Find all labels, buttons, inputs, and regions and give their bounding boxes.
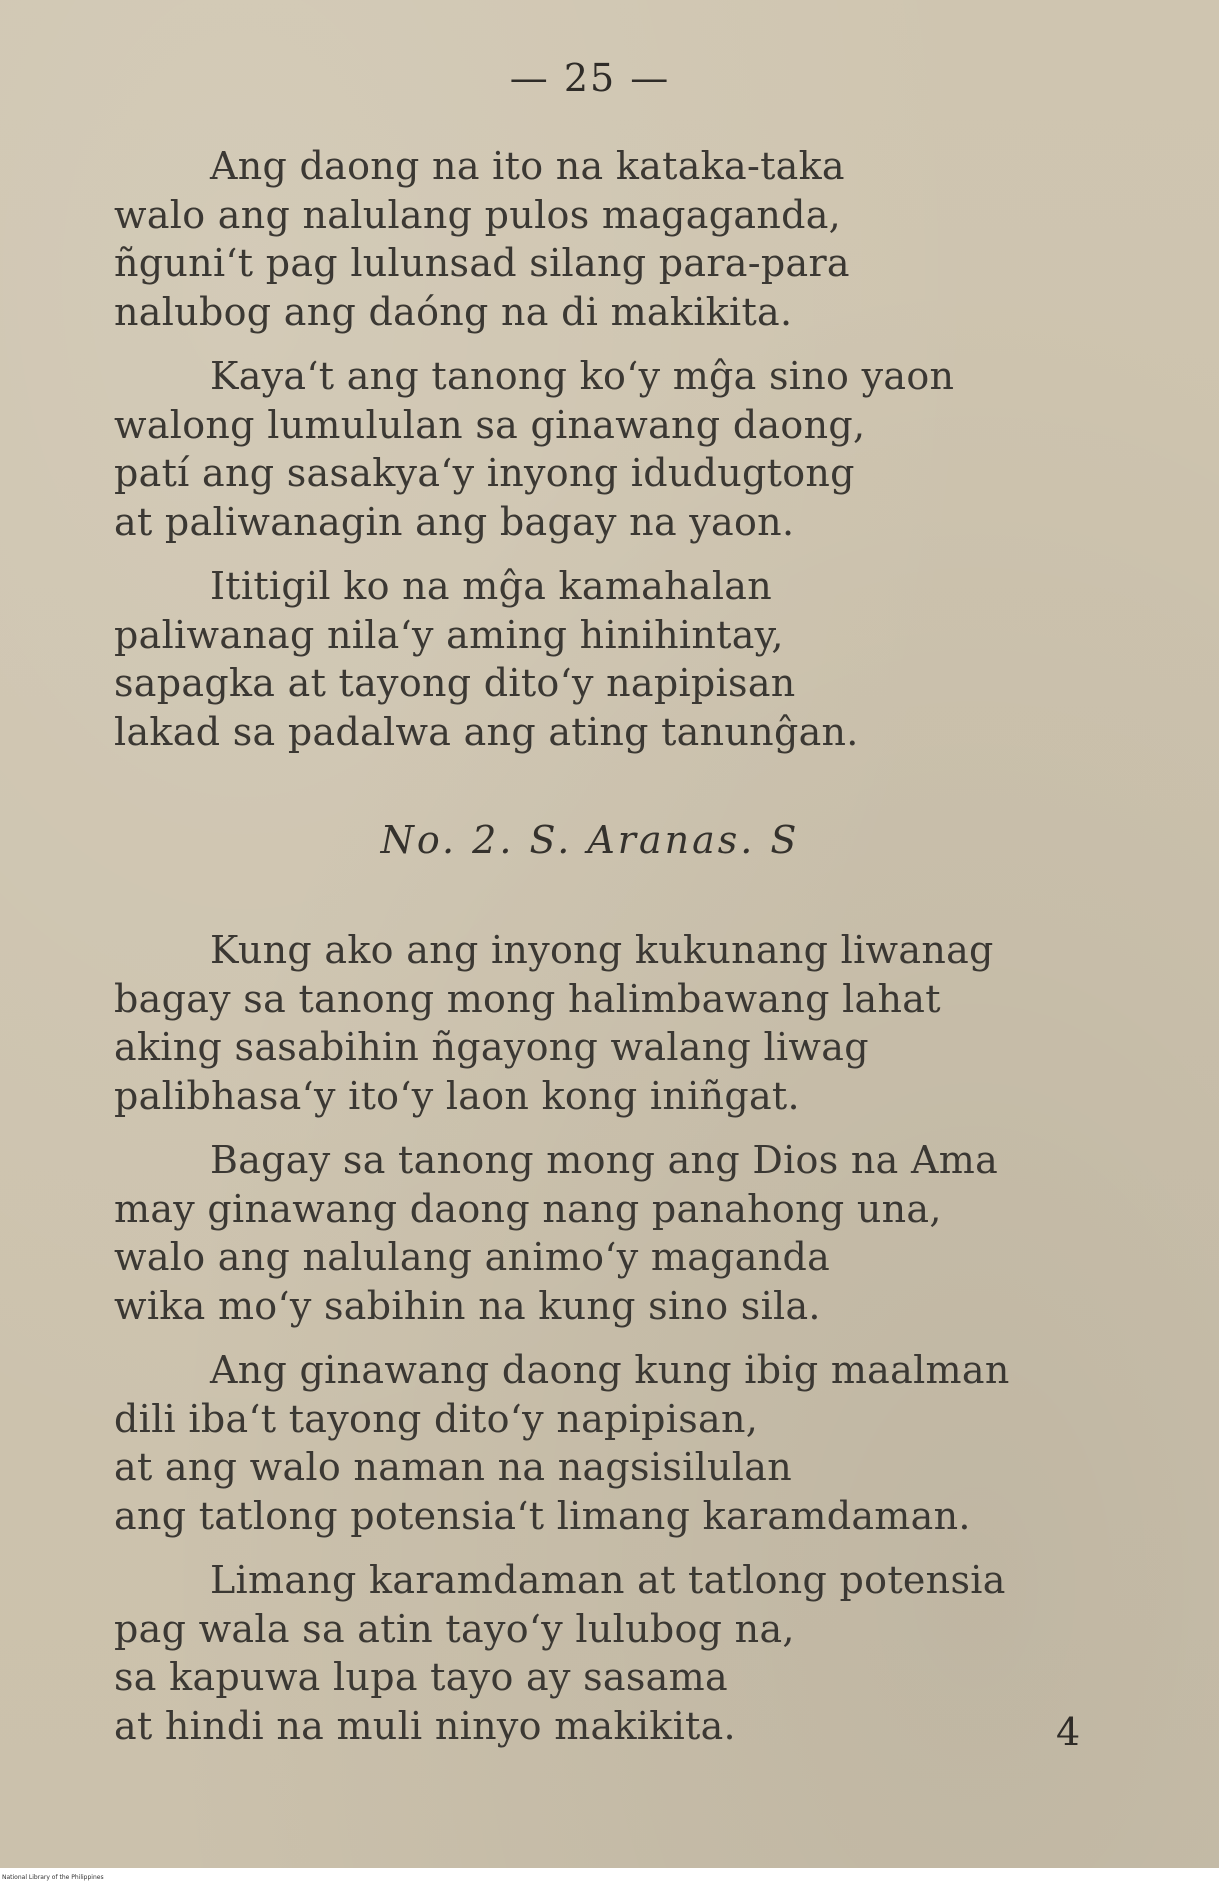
verse-line: paliwanag nila‘y aming hinihintay, [114,612,784,657]
verse-line: Bagay sa tanong mong ang Dios na Ama [210,1138,999,1182]
verse-line: may ginawang daong nang panahong una, [114,1186,942,1231]
verse-line: aking sasabihin ñgayong walang liwag [114,1025,869,1069]
stanza [114,1556,1114,1750]
verse-line: Ang ginawang daong kung ibig maalman [210,1348,1010,1392]
verse-line: pag wala sa atin tayo‘y lulubog na, [114,1606,795,1651]
verse-line: lakad sa padalwa ang ating tanunĝan. [114,709,859,754]
verse-line: at ang walo naman na nagsisilulan [114,1445,792,1489]
page-number: — 25 — [509,56,671,100]
verse-line: sapagka at tayong dito‘y napipisan [114,661,796,705]
poem-one [114,142,1114,772]
verse-line: Kung ako ang inyong kukunang liwanag [210,928,994,972]
poem-two [114,926,1114,1766]
verse-line: Ang daong na ito na kataka-taka [210,144,845,188]
verse-line: at hindi na muli ninyo makikita. [114,1703,736,1748]
verse-line: Limang karamdaman at tatlong potensia [210,1558,1006,1602]
verse-line: sa kapuwa lupa tayo ay sasama [114,1655,728,1699]
signature-mark: 4 [1056,1710,1081,1754]
section-title: No. 2. S. Aranas. S [380,818,800,862]
stanza [114,142,1114,336]
verse-line: at paliwanagin ang bagay na yaon. [114,499,795,544]
stanza [114,562,1114,756]
verse-line: palibhasa‘y ito‘y laon kong iniñgat. [114,1073,800,1118]
stanza [114,352,1114,546]
stanza [114,1346,1114,1540]
library-credit: National Library of the Philippines [2,1874,104,1881]
verse-line: patí ang sasakya‘y inyong idudugtong [114,451,855,495]
verse-line: Ititigil ko na mĝa kamahalan [210,564,773,608]
verse-line: walo ang nalulang animo‘y maganda [114,1235,831,1279]
verse-line: wika mo‘y sabihin na kung sino sila. [114,1283,821,1328]
verse-line: ang tatlong potensia‘t limang karamdaman. [114,1493,971,1538]
verse-line: nalubog ang daóng na di makikita. [114,289,793,334]
stanza [114,926,1114,1120]
verse-line: ñguni‘t pag lulunsad silang para-para [114,241,850,285]
verse-line: Kaya‘t ang tanong ko‘y mĝa sino yaon [210,354,955,398]
stanza [114,1136,1114,1330]
verse-line: bagay sa tanong mong halimbawang lahat [114,976,941,1021]
verse-line: walo ang nalulang pulos magaganda, [114,192,842,237]
verse-line: walong lumululan sa ginawang daong, [114,402,866,447]
verse-line: dili iba‘t tayong dito‘y napipisan, [114,1396,759,1441]
